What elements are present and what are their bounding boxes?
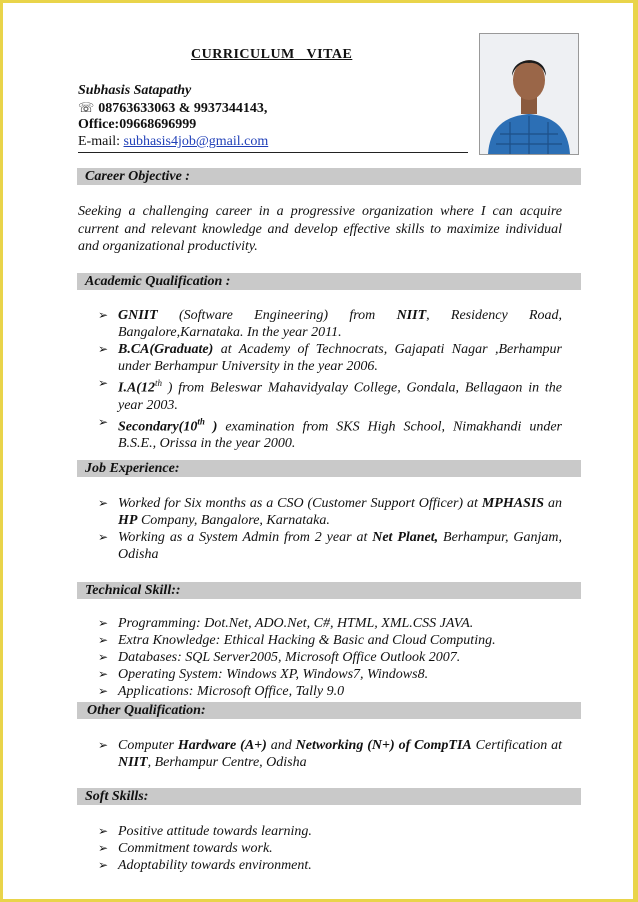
list-item: ➢ Commitment towards work. (98, 841, 273, 856)
bullet-arrow-icon: ➢ (98, 414, 109, 429)
skill-label: Applications (118, 684, 189, 699)
bullet-arrow-icon: ➢ (98, 616, 109, 630)
list-item: ➢ Adoptability towards environment. (98, 858, 312, 873)
portrait-image (480, 34, 578, 154)
list-item: ➢ Computer Hardware (A+) and Networking (N+) of CompTIA Certification at NIIT, Berhampur Centre, Odisha (98, 738, 563, 770)
bullet-arrow-icon: ➢ (98, 824, 109, 838)
phone-numbers: 08763633063 & 9937344143, (98, 101, 268, 116)
academic-list (98, 307, 562, 452)
header-divider (78, 152, 468, 153)
section-header-job-experience: Job Experience: (77, 460, 581, 477)
bullet-arrow-icon: ➢ (98, 841, 109, 855)
candidate-name: Subhasis Satapathy (78, 83, 192, 98)
bullet-arrow-icon: ➢ (98, 858, 109, 872)
bullet-arrow-icon: ➢ (98, 633, 109, 647)
skill-label: Operating System (118, 667, 218, 682)
profile-photo (479, 33, 579, 155)
section-header-other-qualification: Other Qualification: (77, 702, 581, 719)
list-item: ➢ B.CA(Graduate) at Academy of Technocrats, Gajapati Nagar ,Berhampur under Berhampur University in the year 2006. (98, 342, 562, 374)
job-list (98, 495, 562, 563)
section-header-academic: Academic Qualification : (77, 273, 581, 290)
soft-skills-list (98, 823, 562, 874)
resume-page (3, 3, 633, 899)
bullet-arrow-icon: ➢ (98, 496, 109, 510)
email-line (78, 134, 268, 150)
bullet-arrow-icon: ➢ (98, 342, 109, 356)
list-item (98, 649, 562, 666)
email-link[interactable]: subhasis4job@gmail.com (123, 134, 269, 149)
telephone-icon: ☏ (78, 100, 95, 115)
bullet-arrow-icon: ➢ (98, 738, 109, 752)
list-item: ➢ Secondary(10th ) examination from SKS High School, Nimakhandi under B.S.E., Orissa in the year 2000. (98, 414, 562, 452)
list-item: ➢ Worked for Six months as a CSO (Customer Support Officer) at MPHASIS an HP Company, Bangalore, Karnataka. (98, 496, 562, 528)
list-item: ➢ GNIIT (Software Engineering) from NIIT, Residency Road, Bangalore,Karnataka. In the year 2011. (98, 308, 562, 340)
other-list (98, 737, 562, 771)
list-item: ➢ I.A(12th ) from Beleswar Mahavidyalay College, Gondala, Bellagaon in the year 2003. (98, 376, 562, 413)
office-phone: Office:09668696999 (78, 117, 197, 132)
technical-list (98, 615, 562, 700)
bullet-arrow-icon: ➢ (98, 376, 109, 390)
list-item (98, 615, 562, 632)
section-header-technical-skill: Technical Skill:: (77, 582, 581, 599)
list-item (98, 683, 562, 700)
bullet-arrow-icon: ➢ (98, 684, 109, 698)
list-item (98, 666, 562, 683)
bullet-arrow-icon: ➢ (98, 667, 109, 681)
skill-value: : Windows XP, Windows7, Windows8. (217, 667, 429, 682)
skill-value: : Microsoft Office, Tally 9.0 (188, 684, 345, 699)
skill-label: Extra Knowledge (118, 633, 216, 648)
document-title: CURRICULUM VITAE (191, 47, 353, 62)
email-label: E-mail: (78, 134, 124, 149)
bullet-arrow-icon: ➢ (98, 650, 109, 664)
skill-value: : Ethical Hacking & Basic and Cloud Computing. (215, 633, 496, 648)
list-item: ➢ Working as a System Admin from 2 year at Net Planet, Berhampur, Ganjam, Odisha (98, 530, 563, 562)
bullet-arrow-icon: ➢ (98, 530, 109, 544)
skill-label: Databases (118, 650, 178, 665)
bullet-arrow-icon: ➢ (98, 308, 109, 322)
list-item: ➢ Positive attitude towards learning. (98, 824, 312, 839)
section-header-soft-skills: Soft Skills: (77, 788, 581, 805)
skill-value: : SQL Server2005, Microsoft Office Outlook 2007. (177, 650, 461, 665)
list-item (98, 632, 562, 649)
phone-line (78, 100, 267, 117)
section-header-career-objective: Career Objective : (77, 168, 581, 185)
career-objective-text: Seeking a challenging career in a progressive organization where I can acquire current and relevant knowledge and develop effective skills to maximize individual and organizational productivity. (78, 204, 562, 254)
skill-value: : Dot.Net, ADO.Net, C#, HTML, XML.CSS JAVA. (196, 616, 474, 631)
skill-label: Programming (118, 616, 197, 631)
